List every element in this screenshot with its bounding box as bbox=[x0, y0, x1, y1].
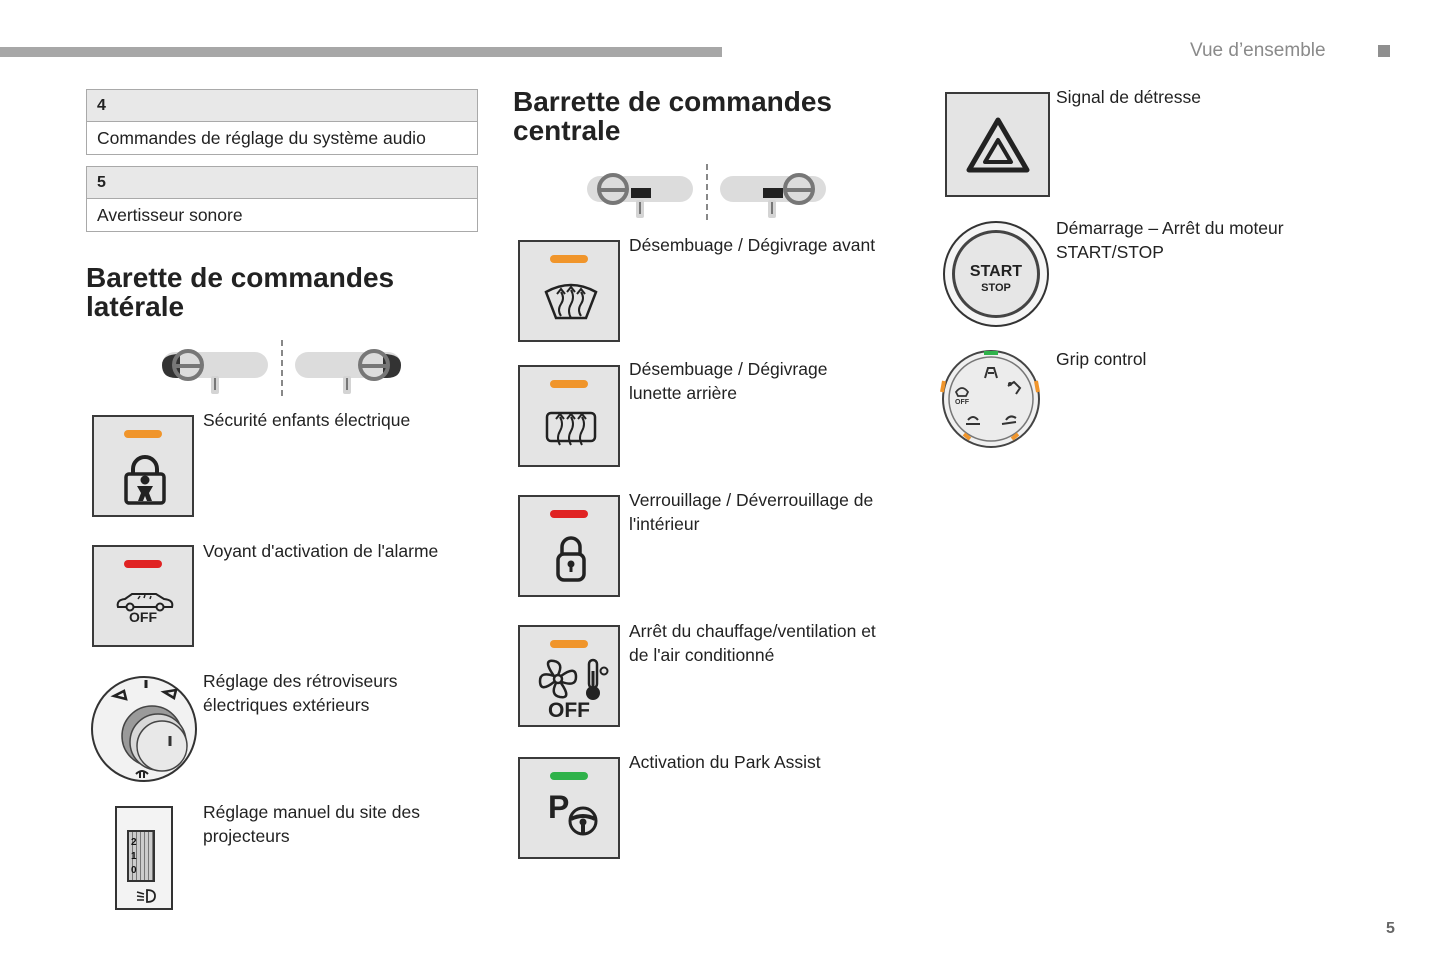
mirrors-label-line1: Réglage des rétroviseurs bbox=[203, 671, 398, 691]
headlamp-marks bbox=[131, 836, 137, 878]
led-indicator bbox=[550, 510, 588, 518]
section-marker bbox=[1378, 45, 1390, 57]
item-number: 4 bbox=[87, 90, 477, 122]
dashboard-rhd-icon bbox=[720, 175, 826, 218]
central-location-diagram bbox=[585, 162, 830, 222]
central-lock-label-line1: Verrouillage / Déverrouillage de bbox=[629, 490, 874, 510]
item-box-4 bbox=[86, 89, 478, 155]
lateral-heading-line2: latérale bbox=[86, 291, 185, 322]
grip-led-orange bbox=[1036, 381, 1038, 392]
led-indicator bbox=[550, 380, 588, 388]
central-heading-line2: centrale bbox=[513, 115, 621, 146]
park-assist-label: Activation du Park Assist bbox=[629, 752, 821, 772]
alarm-button[interactable] bbox=[92, 545, 194, 647]
grip-control-dial[interactable] bbox=[940, 348, 1042, 450]
padlock-icon bbox=[556, 535, 586, 583]
page-number: 5 bbox=[1386, 920, 1395, 937]
grip-off-text: OFF bbox=[955, 399, 969, 406]
led-indicator bbox=[550, 255, 588, 263]
rear-demist-icon bbox=[544, 407, 598, 449]
front-demist-button[interactable] bbox=[518, 240, 620, 342]
dashboard-lhd-icon bbox=[587, 175, 693, 218]
front-demist-icon bbox=[542, 280, 600, 326]
led-indicator bbox=[550, 640, 588, 648]
hvac-off-text: OFF bbox=[548, 699, 590, 722]
led-indicator bbox=[550, 772, 588, 780]
hvac-off-label bbox=[629, 619, 876, 667]
item-number: 5 bbox=[87, 167, 477, 199]
grip-control-label: Grip control bbox=[1056, 349, 1147, 369]
child-safety-button[interactable] bbox=[92, 415, 194, 517]
rear-demist-label-line2: lunette arrière bbox=[629, 383, 737, 403]
led-indicator bbox=[124, 560, 162, 568]
central-lock-label-line2: l'intérieur bbox=[629, 514, 700, 534]
item-description: Commandes de réglage du système audio bbox=[97, 128, 426, 148]
dashboard-lhd-icon bbox=[162, 351, 268, 394]
mark-1: 1 bbox=[131, 851, 137, 862]
rear-demist-label-line1: Désembuage / Dégivrage bbox=[629, 359, 828, 379]
hvac-off-label-line1: Arrêt du chauffage/ventilation et bbox=[629, 621, 876, 641]
mirrors-label-line2: électriques extérieurs bbox=[203, 695, 370, 715]
central-heading-line1: Barrette de commandes bbox=[513, 86, 833, 117]
lateral-heading bbox=[86, 263, 394, 321]
item-box-5 bbox=[86, 166, 478, 232]
mark-2: 2 bbox=[131, 837, 137, 848]
start-stop-inner-ring bbox=[952, 230, 1040, 318]
hvac-off-label-line2: de l'air conditionné bbox=[629, 645, 775, 665]
grip-led-orange bbox=[942, 381, 944, 392]
start-text: START bbox=[969, 263, 1023, 280]
rear-demist-button[interactable] bbox=[518, 365, 620, 467]
front-demist-label: Désembuage / Dégivrage avant bbox=[629, 235, 876, 255]
lateral-location-diagram bbox=[160, 338, 405, 398]
start-stop-label bbox=[1056, 216, 1284, 264]
start-stop-button[interactable] bbox=[943, 221, 1049, 327]
hazard-triangle-icon bbox=[965, 116, 1031, 174]
led-indicator bbox=[124, 430, 162, 438]
steering-wheel-icon bbox=[567, 805, 599, 837]
section-title: Vue d’ensemble bbox=[1190, 40, 1326, 61]
start-stop-label-line1: Démarrage – Arrêt du moteur bbox=[1056, 218, 1284, 238]
central-lock-button[interactable] bbox=[518, 495, 620, 597]
child-lock-icon bbox=[122, 453, 168, 505]
rear-demist-label bbox=[629, 357, 827, 405]
headlamp-label-line1: Réglage manuel du site des bbox=[203, 802, 420, 822]
mirror-adjust-knob[interactable] bbox=[90, 672, 200, 786]
hazard-label: Signal de détresse bbox=[1056, 87, 1201, 107]
hazard-button[interactable] bbox=[945, 92, 1050, 197]
headlamp-adjust-wheel[interactable] bbox=[115, 806, 173, 910]
mirrors-label bbox=[203, 669, 398, 717]
lateral-heading-line1: Barette de commandes bbox=[86, 262, 395, 293]
mark-0: 0 bbox=[131, 865, 137, 876]
headlamp-icon bbox=[135, 888, 157, 904]
park-letter: P bbox=[548, 789, 570, 825]
header-bar bbox=[0, 47, 722, 57]
hvac-off-button[interactable] bbox=[518, 625, 620, 727]
headlamp-label-line2: projecteurs bbox=[203, 826, 290, 846]
headlamp-label bbox=[203, 800, 420, 848]
child-safety-label: Sécurité enfants électrique bbox=[203, 410, 411, 430]
park-assist-button[interactable] bbox=[518, 757, 620, 859]
alarm-off-text: OFF bbox=[129, 609, 157, 625]
alarm-label: Voyant d'activation de l'alarme bbox=[203, 541, 439, 561]
stop-text: STOP bbox=[981, 282, 1011, 294]
fan-thermometer-icon bbox=[536, 657, 610, 703]
central-lock-label bbox=[629, 488, 873, 536]
start-stop-label-line2: START/STOP bbox=[1056, 242, 1164, 262]
item-description: Avertisseur sonore bbox=[97, 205, 243, 225]
dashboard-rhd-icon bbox=[295, 351, 401, 394]
central-heading bbox=[513, 87, 832, 145]
